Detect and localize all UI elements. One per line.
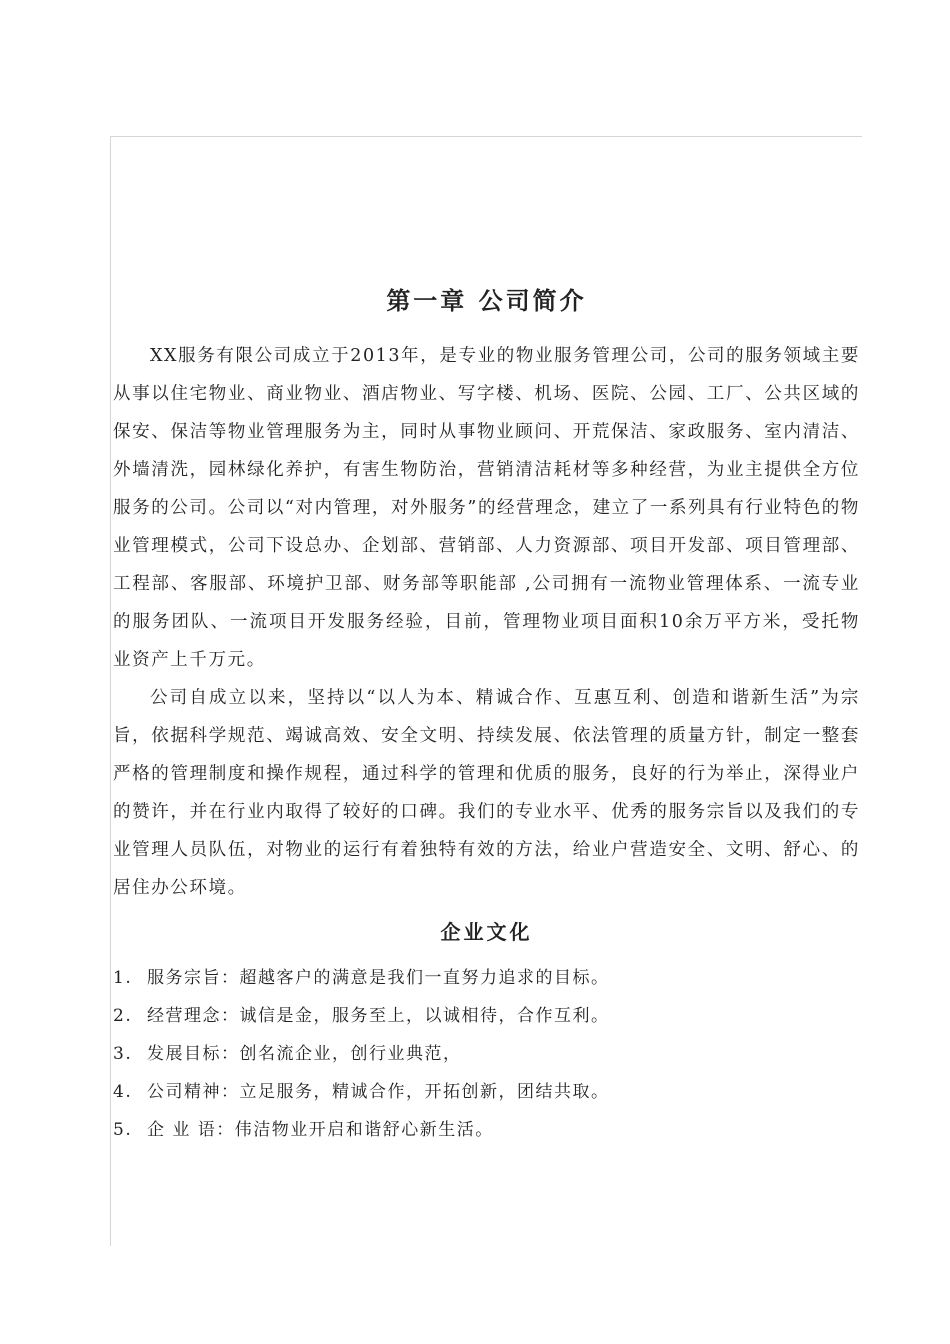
page-border-left <box>110 136 111 1246</box>
list-item-number: 2. <box>113 1006 133 1026</box>
list-item <box>113 1035 860 1073</box>
list-item-number: 4. <box>113 1082 133 1102</box>
list-item <box>113 1111 860 1149</box>
intro-paragraph: XX服务有限公司成立于2013年，是专业的物业服务管理公司，公司的服务领域主要从事以住宅物业、商业物业、酒店物业、写字楼、机场、医院、公园、工厂、公共区域的保安、保洁等物业管理服务为主，同时从事物业顾问、开荒保洁、家政服务、室内清洁、外墙清洗，园林绿化养护，有害生物防治，营销清洁耗材等多种经营，为业主提供全方位服务的公司。公司以“对内管理，对外服务”的经营理念，建立了一系列具有行业特色的物业管理模式，公司下设总办、企划部、营销部、人力资源部、项目开发部、项目管理部、工程部、客服部、环境护卫部、财务部等职能部 ,公司拥有一流物业管理体系、一流专业的服务团队、一流项目开发服务经验，目前，管理物业项目面积10余万平方米，受托物业资产上千万元。 <box>113 346 860 670</box>
page-border-top <box>110 136 862 137</box>
list-item <box>113 997 860 1035</box>
list-item-number: 1. <box>113 968 133 988</box>
culture-list <box>113 959 860 1149</box>
culture-section-title: 企业文化 <box>440 920 533 944</box>
list-item <box>113 1073 860 1111</box>
list-item-text: 企 业 语：伟洁物业开启和谐舒心新生活。 <box>147 1120 494 1140</box>
chapter-title: 第一章 公司简介 <box>386 286 587 315</box>
list-item-text: 公司精神：立足服务，精诚合作，开拓创新，团结共取。 <box>147 1082 610 1102</box>
document-page <box>113 285 860 1149</box>
list-item-number: 3. <box>113 1044 133 1064</box>
list-item-text: 服务宗旨：超越客户的满意是我们一直努力追求的目标。 <box>147 968 610 988</box>
list-item-number: 5. <box>113 1120 133 1140</box>
list-item-text: 发展目标：创名流企业，创行业典范， <box>147 1044 462 1064</box>
list-item <box>113 959 860 997</box>
list-item-text: 经营理念：诚信是金，服务至上，以诚相待，合作互利。 <box>147 1006 610 1026</box>
history-paragraph: 公司自成立以来，坚持以“以人为本、精诚合作、互惠互利、创造和谐新生活”为宗旨，依据科学规范、竭诚高效、安全文明、持续发展、依法管理的质量方针，制定一整套严格的管理制度和操作规程，通过科学的管理和优质的服务，良好的行为举止，深得业户的赞许，并在行业内取得了较好的口碑。我们的专业水平、优秀的服务宗旨以及我们的专业管理人员队伍，对物业的运行有着独特有效的方法，给业户营造安全、文明、舒心、的居住办公环境。 <box>113 688 860 898</box>
